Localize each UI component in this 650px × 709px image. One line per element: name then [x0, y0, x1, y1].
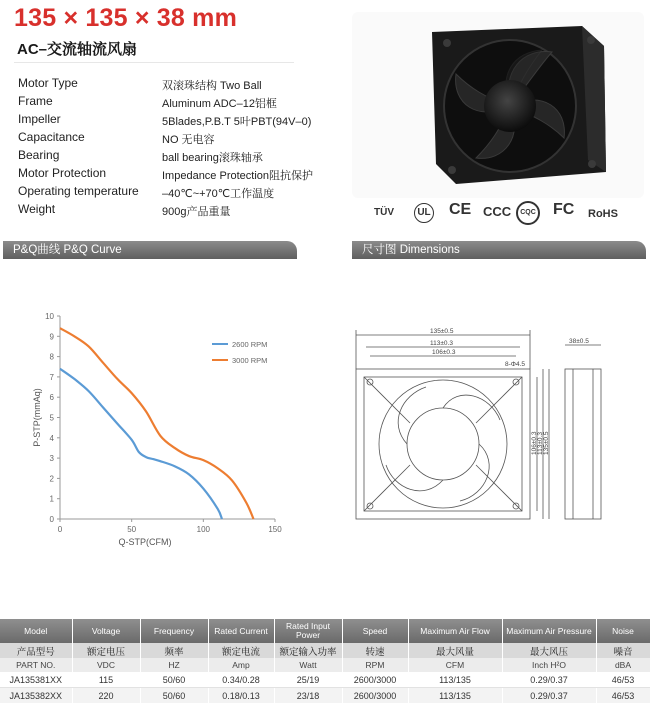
dim-label-hole: 8-Φ4.5: [505, 361, 526, 368]
column-header-cn: 转速: [342, 643, 408, 658]
spec-label: Bearing: [18, 148, 60, 162]
unit-cell: VDC: [72, 658, 140, 672]
unit-cell: Watt: [274, 658, 342, 672]
dim-label-depth: 38±0.5: [569, 338, 589, 345]
table-cell: JA135382XX: [0, 688, 72, 704]
column-header: Rated Input Power: [274, 619, 342, 643]
table-cell: 0.29/0.37: [502, 672, 596, 688]
fan-opening: [379, 380, 507, 508]
legend-label: 3000 RPM: [232, 356, 268, 365]
spec-value: –40℃~+70℃工作温度: [162, 188, 275, 200]
y-tick-label: 4: [49, 433, 54, 443]
column-header-cn: 最大风量: [408, 643, 502, 658]
column-header: Speed: [342, 619, 408, 643]
column-header-cn: 最大风压: [502, 643, 596, 658]
spec-value: Aluminum ADC–12铝框: [162, 98, 277, 110]
table-cell: 0.34/0.28: [208, 672, 274, 688]
spec-value: Impedance Protection阻抗保护: [162, 170, 314, 182]
y-tick-label: 9: [49, 332, 54, 342]
dim-label-mid: 113±0.3: [430, 340, 453, 347]
x-tick-label: 0: [57, 525, 63, 534]
column-header: Maximum Air Flow: [408, 619, 502, 643]
dim-label-mid-v: 113±0.3: [537, 432, 544, 455]
y-tick-label: 10: [45, 312, 54, 321]
dim-label-overall-v: 135±0.5: [543, 431, 550, 455]
spec-label: Motor Protection: [18, 166, 107, 180]
y-tick-label: 0: [49, 515, 54, 524]
unit-cell: HZ: [140, 658, 208, 672]
spec-value: ball bearing滚珠轴承: [162, 152, 263, 164]
pq-chart: [0, 300, 300, 560]
strut-line: [364, 465, 410, 511]
unit-cell: RPM: [342, 658, 408, 672]
series-line: [60, 328, 254, 519]
spec-value: NO 无电容: [162, 134, 215, 146]
spec-label: Operating temperature: [18, 184, 139, 198]
rohs-logo: RoHS: [588, 208, 618, 220]
table-cell: 46/53: [596, 688, 650, 704]
unit-cell: CFM: [408, 658, 502, 672]
table-unit-row: [0, 658, 650, 672]
blade-outline: [386, 465, 443, 491]
mount-hole: [513, 379, 519, 385]
y-tick-label: 2: [49, 474, 54, 484]
unit-cell: dBA: [596, 658, 650, 672]
y-tick-label: 3: [49, 454, 54, 464]
x-axis-label: Q-STP(CFM): [118, 537, 172, 547]
table-cell: 0.29/0.37: [502, 688, 596, 704]
column-header-cn: 额定输入功率: [274, 643, 342, 658]
dimension-drawing: [340, 325, 620, 525]
table-cell: 50/60: [140, 672, 208, 688]
column-header: Voltage: [72, 619, 140, 643]
x-tick-label: 150: [268, 525, 282, 534]
table-row: [0, 688, 650, 704]
page-title: 135 × 135 × 38 mm: [14, 4, 238, 32]
mount-hole: [513, 503, 519, 509]
dim-label-overall: 135±0.5: [430, 328, 454, 335]
table-header-row: [0, 619, 650, 643]
column-header-cn: 额定电压: [72, 643, 140, 658]
y-tick-label: 1: [49, 494, 54, 504]
table-row: [0, 672, 650, 688]
title-divider: [14, 62, 294, 63]
dim-label-inner-v: 106±0.3: [531, 431, 538, 455]
fan-outline-front: [356, 369, 530, 519]
spec-label: Frame: [18, 94, 53, 108]
mount-hole: [367, 503, 373, 509]
column-header-cn: 产品型号: [0, 643, 72, 658]
page-subtitle: AC–交流轴流风扇: [17, 41, 138, 58]
y-tick-label: 6: [49, 393, 54, 403]
y-tick-label: 7: [49, 372, 54, 382]
column-header: Maximum Air Pressure: [502, 619, 596, 643]
column-header-cn: 频率: [140, 643, 208, 658]
x-tick-label: 100: [196, 525, 211, 534]
table-cell: 46/53: [596, 672, 650, 688]
product-photo: [352, 12, 644, 198]
column-header: Noise: [596, 619, 650, 643]
y-tick-label: 8: [49, 352, 54, 362]
column-header-cn: 额定电流: [208, 643, 274, 658]
pq-curve-header: P&Q曲线 P&Q Curve: [3, 241, 297, 259]
spec-label: Motor Type: [18, 76, 78, 90]
fan-outline-side: [565, 369, 601, 519]
column-header: Rated Current: [208, 619, 274, 643]
column-header: Model: [0, 619, 72, 643]
table-cell: 113/135: [408, 688, 502, 704]
table-cell: JA135381XX: [0, 672, 72, 688]
legend-label: 2600 RPM: [232, 340, 268, 349]
unit-cell: Amp: [208, 658, 274, 672]
series-line: [60, 369, 222, 519]
table-cell: 0.18/0.13: [208, 688, 274, 704]
mount-hole: [367, 379, 373, 385]
unit-cell: PART NO.: [0, 658, 72, 672]
spec-label: Impeller: [18, 112, 61, 126]
table-cell: 23/18: [274, 688, 342, 704]
fc-logo: FC: [553, 201, 575, 218]
spec-value: 双滚珠结构 Two Ball: [162, 80, 262, 92]
column-header: Frequency: [140, 619, 208, 643]
dimensions-header: 尺寸图 Dimensions: [352, 241, 646, 259]
fan-image: [352, 12, 644, 198]
fan-inner-frame: [364, 377, 522, 511]
y-tick-label: 5: [49, 413, 54, 423]
table-cell: 50/60: [140, 688, 208, 704]
ul-logo: UL: [414, 203, 434, 223]
ccc-logo: CCC: [483, 204, 512, 219]
table-cell: 115: [72, 672, 140, 688]
cqc-logo: CQC: [516, 201, 540, 225]
strut-line: [364, 377, 410, 423]
spec-table: [0, 619, 650, 703]
table-cell: 220: [72, 688, 140, 704]
table-cell: 25/19: [274, 672, 342, 688]
table-cell: 2600/3000: [342, 688, 408, 704]
tuv-logo: TÜV: [374, 207, 394, 218]
column-header-cn: 噪音: [596, 643, 650, 658]
ce-logo: CE: [449, 201, 472, 218]
strut-line: [476, 465, 522, 511]
table-cell: 2600/3000: [342, 672, 408, 688]
spec-value: 5Blades,P.B.T 5叶PBT(94V–0): [162, 116, 312, 128]
y-axis-label: P-STP(mmAq): [32, 388, 42, 447]
dim-label-inner: 106±0.3: [432, 349, 456, 356]
fan-hub-outline: [407, 408, 479, 480]
spec-value: 900g产品重量: [162, 206, 231, 218]
spec-label: Capacitance: [18, 130, 85, 144]
x-tick-label: 50: [127, 525, 137, 534]
unit-cell: Inch H²O: [502, 658, 596, 672]
spec-label: Weight: [18, 202, 56, 216]
table-cell: 113/135: [408, 672, 502, 688]
table-header-cn-row: [0, 643, 650, 658]
